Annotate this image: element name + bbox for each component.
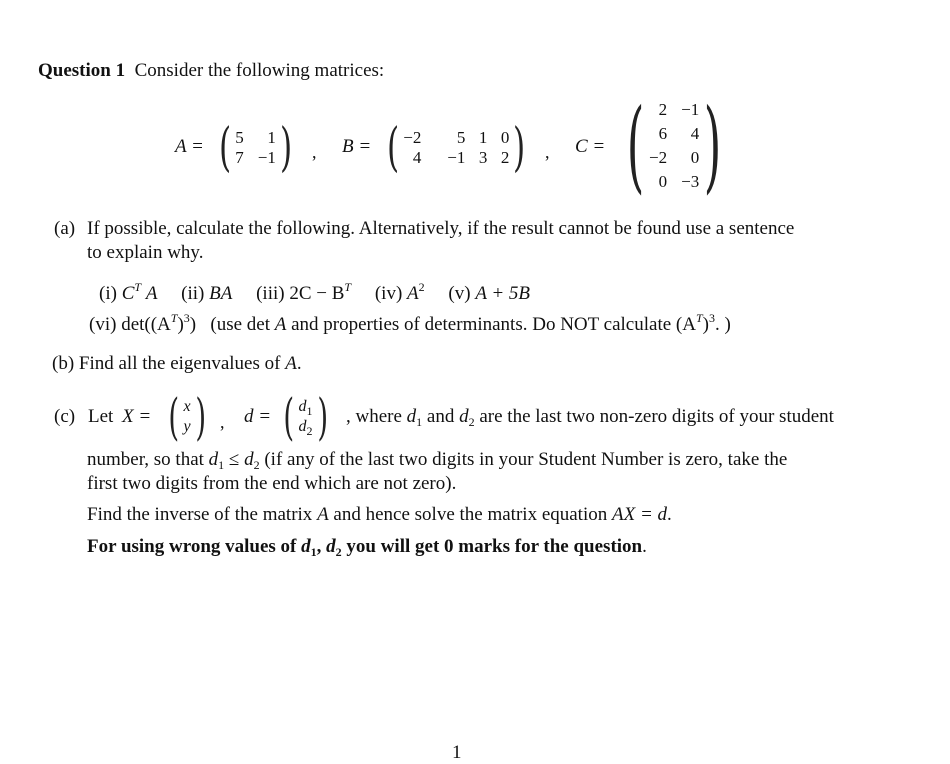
item-vi-note-rest: and properties of determinants. Do NOT calculate (291, 314, 672, 335)
item-vi-note-sup-3: 3 (708, 311, 715, 325)
item-vi-note-open: (use det (210, 314, 270, 335)
left-paren: ( (219, 118, 232, 178)
matrix-c-cell: 4 (690, 124, 700, 143)
matrix-b-cell: 3 (478, 148, 488, 167)
question-heading (38, 60, 384, 82)
matrix-c (616, 87, 732, 204)
right-paren: ) (195, 388, 206, 446)
item-v-expr: A + 5B (475, 283, 531, 304)
matrix-a-name: A = (175, 136, 204, 157)
d2-sub: 2 (253, 458, 260, 472)
right-paren: ) (316, 388, 328, 446)
item-ii-label: (ii) (181, 283, 205, 304)
part-b-label: (b) (52, 353, 75, 374)
matrix-b-cell: 0 (500, 128, 510, 147)
comma: , (312, 142, 317, 162)
matrix-c-cell: −3 (681, 172, 700, 191)
right-paren: ) (279, 118, 293, 178)
left-paren: ( (283, 388, 295, 446)
vector-d (279, 388, 332, 446)
matrix-a-cell: 1 (267, 128, 276, 147)
d2-var: d (459, 406, 469, 427)
le-sign: ≤ (228, 449, 240, 470)
line4-end: . (667, 504, 672, 525)
line4-b: and hence solve the matrix equation (333, 504, 608, 525)
left-paren: ( (387, 118, 400, 178)
part-b-text: Find all the eigenvalues of (78, 353, 281, 374)
matrix-a-cell: 5 (235, 128, 244, 147)
line4-eq: AX = d (612, 504, 668, 525)
part-a-text-line1: If possible, calculate the following. Alternatively, if the result cannot be found use a sentence (87, 218, 795, 239)
matrix-b (383, 118, 530, 178)
part-b-end: . (296, 353, 302, 374)
line4-a: Find the inverse of the matrix (87, 504, 313, 525)
d1-var: d (208, 449, 219, 470)
item-v-label: (v) (448, 283, 471, 304)
d2-var: d (326, 536, 336, 557)
item-i-c: C (121, 283, 135, 304)
d1-sub: 1 (218, 458, 225, 472)
warning-end: . (642, 536, 647, 557)
item-iv-expr: A (407, 283, 419, 304)
item-vi-note-sup-t: T (695, 311, 703, 325)
item-vi-sup-t: T (170, 311, 178, 325)
part-c-label: (c) (54, 406, 76, 427)
question-intro: Consider the following matrices: (134, 60, 385, 81)
matrix-a-ref: A (317, 504, 329, 525)
vector-d-cell (299, 397, 313, 417)
item-vi-sup-3: 3 (183, 311, 190, 325)
comma: , (220, 412, 225, 432)
matrix-c-cell: 6 (658, 124, 668, 143)
left-paren: ( (168, 388, 180, 446)
left-paren: ( (626, 87, 645, 204)
warning-b: you will get 0 marks for the question (346, 536, 643, 557)
item-iii-sup: T (344, 280, 352, 294)
matrix-a-grid (235, 128, 276, 168)
item-ii-expr: BA (209, 283, 233, 304)
d1-sub: 1 (416, 415, 423, 429)
matrix-b-cell: 1 (478, 128, 488, 147)
d1-var: d (298, 398, 307, 415)
right-paren: ) (703, 87, 722, 204)
part-a-label: (a) (54, 218, 76, 239)
matrix-b-name: B = (342, 136, 372, 157)
d1-var: d (406, 406, 417, 427)
matrix-c-name: C = (575, 136, 606, 157)
matrix-b-grid (403, 128, 509, 168)
item-vi-note-close: ) (702, 314, 709, 335)
item-vi-close2: ) (189, 314, 197, 335)
part-c-line4 (87, 504, 672, 526)
item-vi-note-end: . ) (714, 314, 731, 335)
rest-line1: are the last two non-zero digits of your student (479, 406, 834, 427)
part-c-warning: For using wrong values of $d_1$, $d_2$ you will get 0 marks for the question. (87, 536, 647, 559)
page-number: 1 (452, 742, 462, 763)
d2-sub: 2 (306, 424, 313, 438)
right-paren: ) (513, 118, 526, 178)
matrix-b-cell: −2 (403, 128, 422, 147)
part-c-line1-rest (346, 406, 834, 428)
question-label: Question 1 (38, 60, 126, 81)
matrix-b-cell: 5 (456, 128, 466, 147)
part-c-line2 (87, 449, 787, 471)
item-iv-sup: 2 (418, 280, 425, 294)
where-text: , where (346, 406, 402, 427)
vector-x-cell: y (183, 418, 191, 435)
item-i-label: (i) (99, 283, 117, 304)
matrix-b-cell: 4 (412, 148, 422, 167)
vector-d-cell (299, 417, 313, 437)
d1-sub: 1 (310, 545, 317, 559)
d2-var: d (244, 449, 254, 470)
vector-x-cell: x (183, 398, 191, 415)
vector-d-grid (299, 397, 313, 437)
item-vi-close: ) (177, 314, 184, 335)
matrix-b-cell: 2 (500, 148, 510, 167)
vector-x (164, 388, 210, 446)
matrix-a-cell: 7 (235, 148, 244, 167)
part-c-let: Let (88, 406, 114, 427)
item-i-a: A (145, 283, 158, 304)
warning-a: For using wrong values of (87, 536, 297, 557)
matrix-c-cell: 2 (658, 100, 668, 119)
item-vi-label: (vi) (89, 314, 117, 335)
line2-a: number, so that (87, 449, 204, 470)
item-iii-label: (iii) (256, 283, 285, 304)
and-text: and (426, 406, 455, 427)
line2-b: (if any of the last two digits in your Student Number is zero, take the (264, 449, 788, 470)
matrix-c-cell: 0 (658, 172, 668, 191)
d2-var: d (298, 418, 307, 435)
vector-x-grid (184, 397, 191, 437)
part-b (52, 353, 302, 375)
matrix-c-grid (649, 98, 699, 194)
item-vi-note-expr: (A (675, 314, 696, 335)
item-iii-expr: 2C − B (289, 283, 345, 304)
matrix-c-cell: 0 (690, 148, 700, 167)
matrix-a (215, 118, 296, 178)
d1-var: d (301, 536, 311, 557)
item-vi-note-a: A (274, 314, 287, 335)
part-a-item-vi (89, 311, 731, 336)
part-c-line3: first two digits from the end which are not zero). (87, 473, 457, 494)
part-a-text-line2: to explain why. (87, 242, 204, 263)
part-c-d-eq: d = (244, 406, 272, 427)
item-iv-label: (iv) (374, 283, 403, 304)
comma: , (545, 142, 550, 162)
part-b-var: A (285, 353, 297, 374)
matrix-a-cell: −1 (257, 148, 276, 167)
d1-sub: 1 (306, 404, 313, 418)
d2-sub: 2 (468, 415, 475, 429)
d2-sub: 2 (335, 545, 342, 559)
item-vi-det: det((A (121, 314, 171, 335)
matrix-b-cell: −1 (447, 148, 466, 167)
item-i-sup: T (134, 280, 142, 294)
part-a-items (99, 280, 531, 305)
matrix-c-cell: −1 (681, 100, 700, 119)
matrix-c-cell: −2 (649, 148, 668, 167)
part-c-x-eq: X = (122, 406, 152, 427)
